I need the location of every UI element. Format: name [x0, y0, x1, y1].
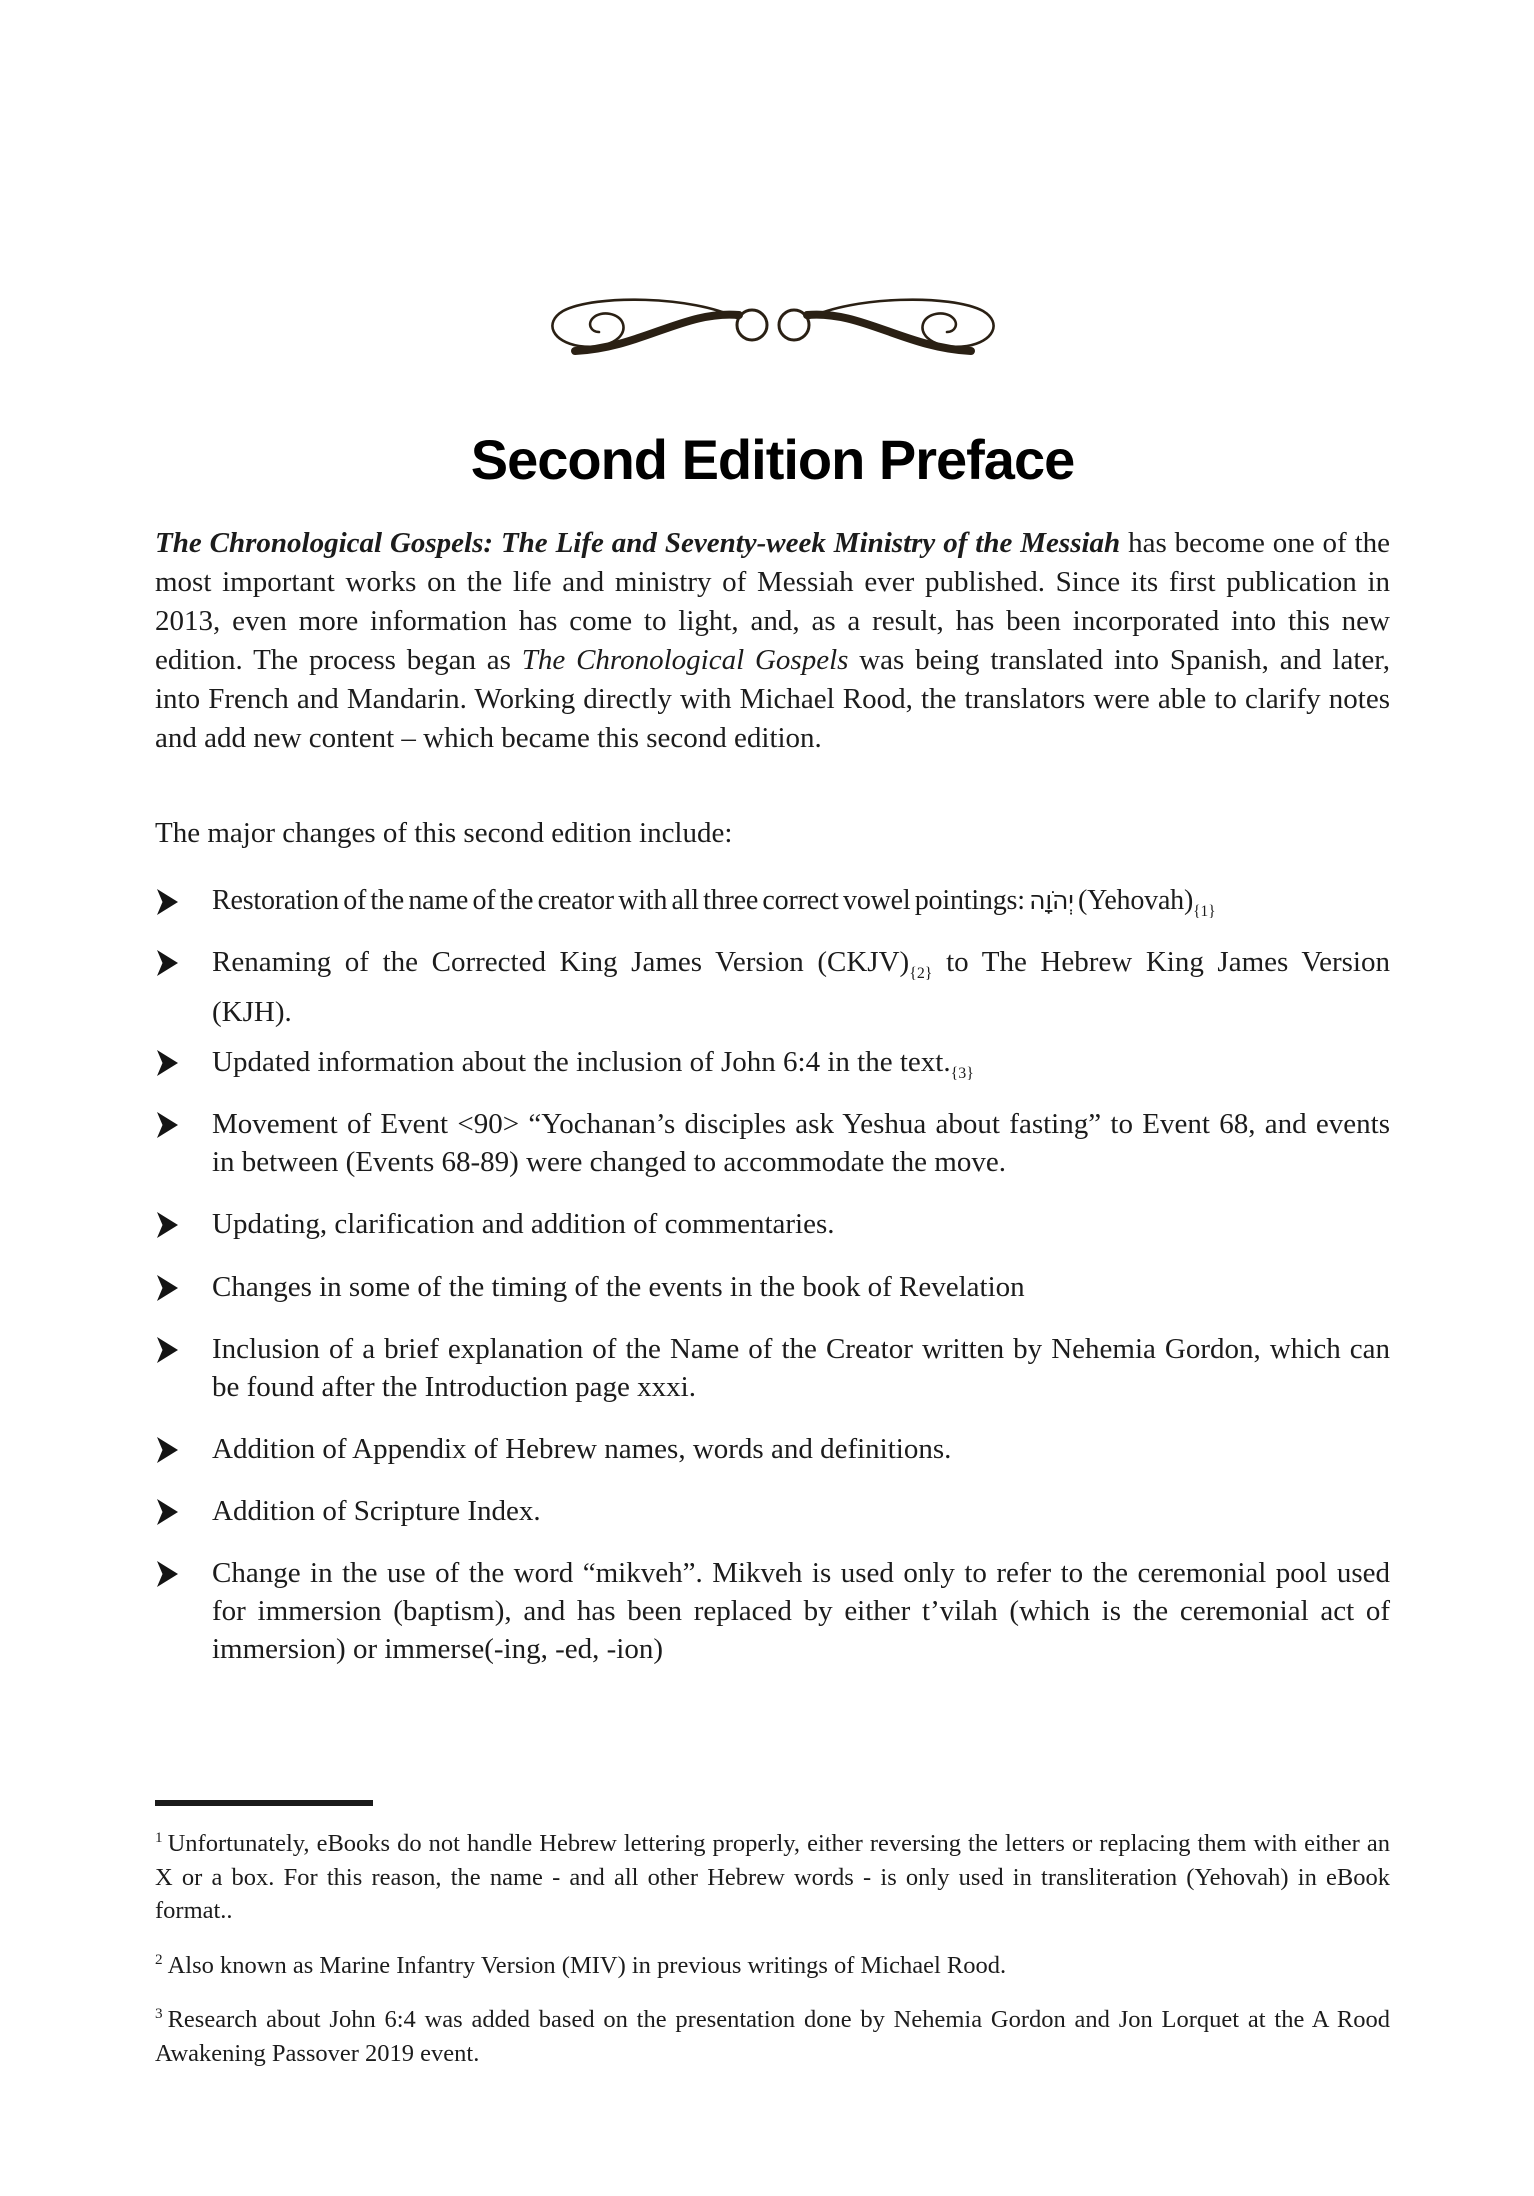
bullet-text: Change in the use of the word “mikveh”. Mikveh is used only to refer to the ceremonial pool used for immersion (baptism), and has been replaced by either t’vilah (which is the ceremonial act of immersion) or immerse(-ing, -ed, -ion)	[212, 1557, 1390, 1666]
footnote-number: 1	[155, 1829, 163, 1846]
page-content	[155, 0, 1390, 1692]
change-list-item	[155, 1268, 1390, 1318]
change-list-item	[155, 1105, 1390, 1193]
footnote-separator-rule	[155, 1800, 373, 1806]
ornament-container	[155, 294, 1390, 358]
arrow-bullet-icon	[157, 889, 178, 915]
footnote-reference: {2}	[909, 965, 933, 983]
bullet-text: (Yehovah)	[1073, 885, 1194, 916]
arrow-bullet-icon	[157, 1337, 178, 1363]
book-title-italic: The Chronological Gospels	[521, 644, 849, 676]
change-list-item	[155, 882, 1390, 931]
footnote	[155, 1821, 1390, 1928]
footnote-number: 3	[155, 2005, 163, 2023]
footnote-reference: {3}	[950, 1065, 974, 1083]
change-list-item	[155, 1330, 1390, 1418]
footnote-number: 2	[155, 1950, 163, 1968]
bullet-text: Movement of Event <90> “Yochanan’s disciples ask Yeshua about fasting” to Event 68, and events in between (Events 68-89) were changed to accommodate the move.	[212, 1108, 1390, 1179]
intro-paragraph	[155, 524, 1390, 758]
arrow-bullet-icon	[157, 1050, 178, 1076]
page-title: Second Edition Preface	[470, 428, 1075, 491]
flourish-divider-icon	[533, 294, 1013, 356]
footnote	[155, 1997, 1390, 2070]
bullet-text: Updated information about the inclusion of John 6:4 in the text.	[212, 1046, 951, 1079]
intro-text: was being translated into Spanish, and later, into French and Mandarin. Working directly with Michael Rood, the translators were able to clarify notes and add new content – which became this second edition.	[155, 644, 1390, 754]
footnote-reference: {1}	[1193, 902, 1216, 920]
bullet-text: Changes in some of the timing of the events in the book of Revelation	[212, 1270, 1025, 1303]
bullet-text: Renaming of the Corrected King James Version (CKJV)	[212, 945, 910, 978]
arrow-bullet-icon	[157, 1561, 178, 1587]
changes-list	[155, 882, 1390, 1680]
change-list-item	[155, 943, 1390, 1031]
footnote-text: Unfortunately, eBooks do not handle Hebrew lettering properly, either reversing the letters or replacing them with either an X or a box. For this reason, the name - and all other Hebrew words - is only used in transliteration (Yehovah) in eBook format..	[155, 1830, 1390, 1925]
bullet-text: to The Hebrew King James Version (KJH).	[212, 945, 1390, 1029]
footnote-text: Also known as Marine Infantry Version (MIV) in previous writings of Michael Rood.	[167, 1951, 1007, 1979]
arrow-bullet-icon	[157, 1499, 178, 1525]
footnotes-section	[155, 1800, 1390, 2070]
bullet-text: Updating, clarification and addition of commentaries.	[212, 1208, 835, 1241]
change-list-item	[155, 1205, 1390, 1255]
footnote-text: Research about John 6:4 was added based on the presentation done by Nehemia Gordon and Jon Lorquet at the A Rood Awakening Passover 2019 event.	[155, 2006, 1390, 2067]
arrow-bullet-icon	[157, 1437, 178, 1463]
intro-text: has become one of the most important works on the life and ministry of Messiah ever published. Since its first publication in 2013, even more information has come to light, and, as a result, has been incorporated into this new edition. The process began as	[155, 527, 1390, 676]
arrow-bullet-icon	[157, 1275, 178, 1301]
change-list-item	[155, 1492, 1390, 1542]
bullet-text: Inclusion of a brief explanation of the Name of the Creator written by Nehemia Gordon, which can be found after the Introduction page xxxi.	[212, 1332, 1390, 1403]
arrow-bullet-icon	[157, 1112, 178, 1138]
bullet-text: Addition of Scripture Index.	[212, 1495, 541, 1528]
arrow-bullet-icon	[157, 1212, 178, 1238]
change-list-item	[155, 1430, 1390, 1480]
change-list-item	[155, 1043, 1390, 1093]
change-list-item	[155, 1554, 1390, 1680]
book-title-bold-italic: The Chronological Gospels: The Life and Seventy-week Ministry of the Messiah	[155, 527, 1121, 559]
hebrew-name-text: יְהֹוָה	[1029, 886, 1074, 915]
footnote	[155, 1943, 1390, 1983]
bullet-text: Addition of Appendix of Hebrew names, words and definitions.	[212, 1432, 952, 1465]
bullet-text: Restoration of the name of the creator with all three correct vowel pointings:	[212, 885, 1030, 916]
changes-heading: The major changes of this second edition include:	[155, 817, 733, 849]
arrow-bullet-icon	[157, 950, 178, 976]
